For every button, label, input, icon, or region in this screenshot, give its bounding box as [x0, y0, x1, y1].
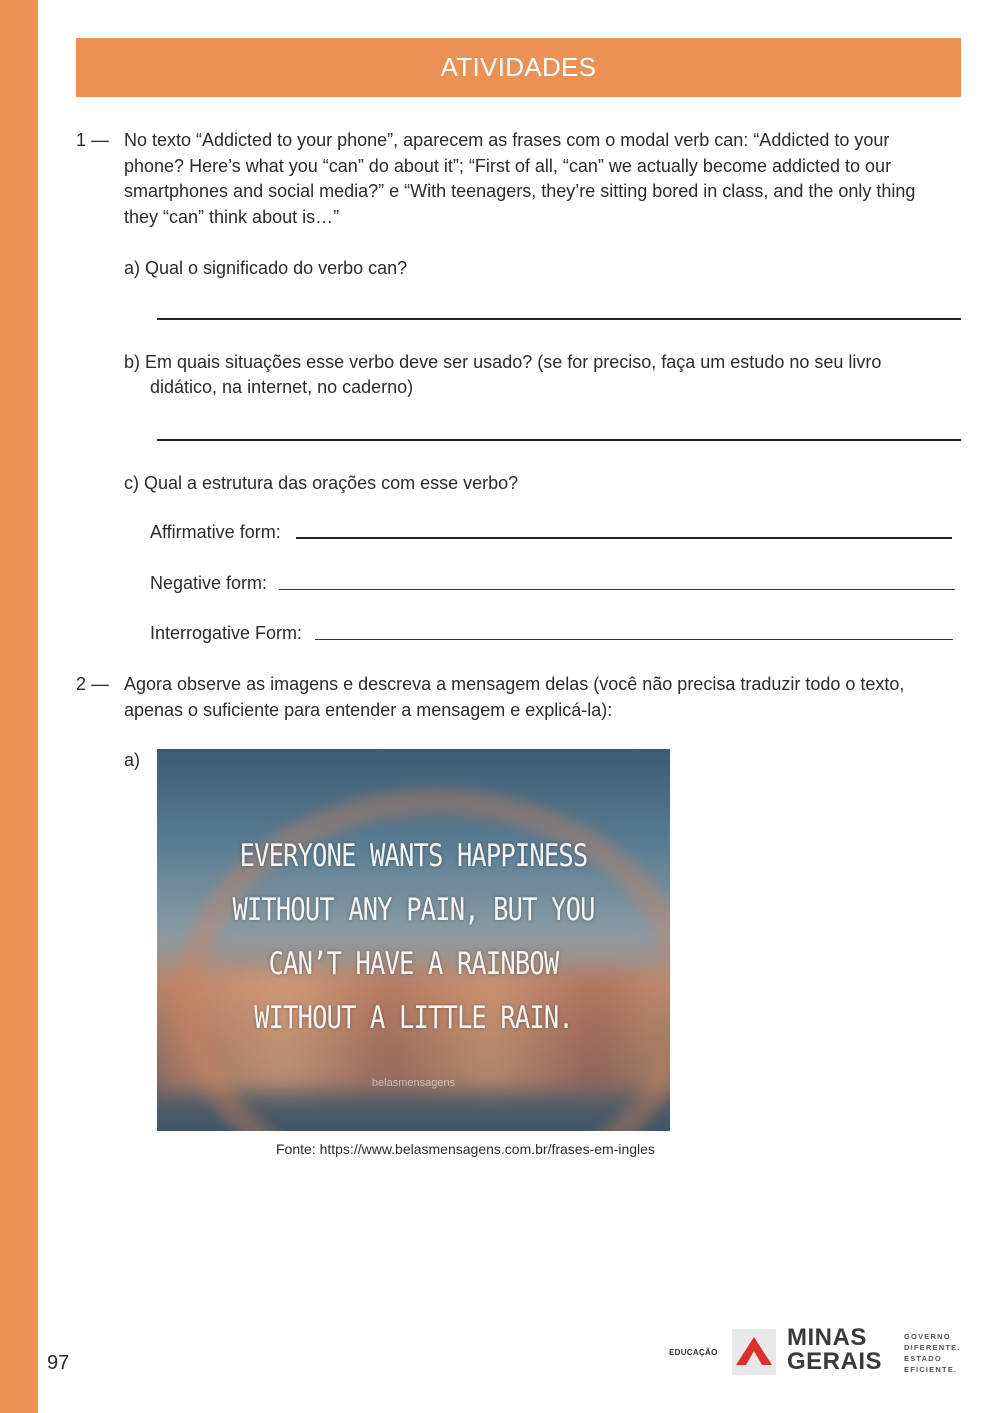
- government-tagline: [904, 1331, 961, 1375]
- wordmark-minas: MINAS: [787, 1324, 867, 1351]
- answer-line-1a[interactable]: [157, 318, 961, 320]
- image-watermark: belasmensagens: [371, 1077, 456, 1089]
- educacao-label: EDUCAÇÃO: [669, 1348, 718, 1357]
- quote-line: CAN’T HAVE A RAINBOW: [268, 946, 559, 982]
- minas-gerais-triangle-logo-icon: [732, 1329, 776, 1375]
- quote-line: WITHOUT ANY PAIN, BUT YOU: [232, 892, 595, 928]
- quote-line: EVERYONE WANTS HAPPINESS: [239, 838, 588, 874]
- image-source-caption: Fonte: https://www.belasmensagens.com.br/frases-em-ingles: [276, 1141, 655, 1157]
- answer-line-1b[interactable]: [157, 439, 961, 441]
- interrogative-form-line[interactable]: [315, 639, 953, 640]
- question-1c-text: c) Qual a estrutura das orações com esse verbo?: [124, 473, 519, 493]
- negative-form-line[interactable]: [279, 589, 955, 590]
- wordmark-gerais: GERAIS: [787, 1348, 883, 1375]
- negative-form-label: Negative form:: [150, 573, 268, 593]
- quote-line: WITHOUT A LITTLE RAIN.: [254, 1000, 573, 1036]
- question-1b-text: b) Em quais situações esse verbo deve ser usado? (se for preciso, faça um estudo no seu livro didático, na internet, no caderno): [124, 352, 882, 397]
- question-1-number: 1 —: [76, 130, 110, 150]
- section-header: [76, 38, 961, 97]
- tagline-line: GOVERNO: [904, 1332, 951, 1341]
- question-2-number: 2 —: [76, 674, 110, 694]
- section-title: ATIVIDADES: [440, 52, 597, 82]
- tagline-line: EFICIENTE.: [904, 1365, 958, 1374]
- question-2-text: Agora observe as imagens e descreva a mensagem delas (você não precisa traduzir todo o texto, apenas o suficiente para entender a mensagem e explicá-la):: [124, 674, 905, 720]
- side-accent-bar: [0, 0, 38, 1413]
- affirmative-form-label: Affirmative form:: [150, 522, 281, 542]
- tagline-line: DIFERENTE.: [904, 1343, 961, 1352]
- interrogative-form-label: Interrogative Form:: [150, 623, 303, 643]
- question-1a-text: a) Qual o significado do verbo can?: [124, 258, 408, 278]
- question-1-text: No texto “Addicted to your phone”, aparecem as frases com o modal verb can: “Addicted to your phone? Here’s what you “can” do about it”; “First of all, “can” we actually become addicted to our smartphones and social media?” e “With teenagers, they’re sitting bored in class, and the only thing they “can” think about is…”: [124, 130, 916, 227]
- quote-text: [203, 829, 624, 1045]
- affirmative-form-line[interactable]: [296, 537, 952, 539]
- question-2a-label: a): [124, 750, 141, 770]
- page-number: 97: [47, 1352, 70, 1374]
- tagline-line: ESTADO: [904, 1354, 942, 1363]
- rainbow-quote-image: [157, 749, 670, 1131]
- minas-gerais-wordmark: [787, 1326, 882, 1374]
